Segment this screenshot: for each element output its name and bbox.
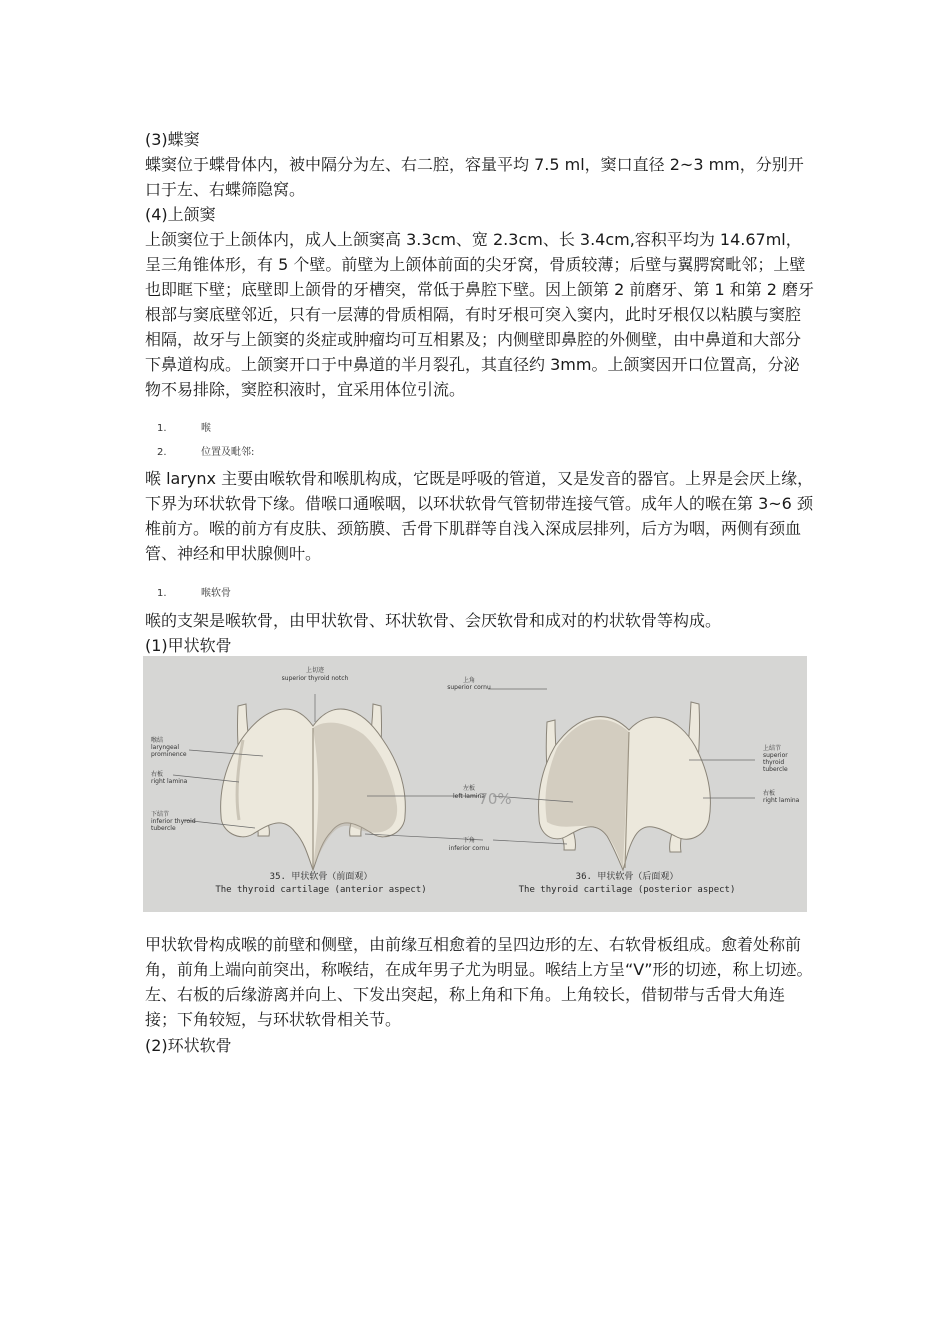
larynx-paragraph: 喉 larynx 主要由喉软骨和喉肌构成，它既是呼吸的管道，又是发音的器官。上界是会厌上缘，下界为环状软骨下缘。借喉口通喉咽，以环状软骨气管韧带连接气管。成年人的喉在第 3~6 颈椎前方。喉的前方有皮肤、颈筋膜、舌骨下肌群等自浅入深成层排列，后方为咽，两侧有颈血管、神经和甲状腺侧叶。 — [145, 469, 814, 563]
label-notch-cn: 上切迹 — [305, 667, 325, 674]
label-prominence-en2: prominence — [151, 751, 187, 758]
list-number: 1. — [157, 588, 167, 599]
maxillary-heading: (4)上颌窦 — [145, 205, 216, 224]
label-notch-en: superior thyroid notch — [281, 675, 349, 682]
label-inferior-tubercle-en1: inferior thyroid — [151, 818, 196, 825]
label-inferior-tubercle-en2: tubercle — [151, 825, 176, 832]
label-superior-cornu-cn: 上角 — [462, 677, 476, 684]
label-superior-tubercle-en2: thyroid — [763, 759, 785, 766]
label-superior-tubercle-cn: 上结节 — [763, 745, 782, 752]
label-right-lamina2-cn: 右板 — [763, 790, 776, 797]
label-superior-tubercle-en3: tubercle — [763, 766, 788, 773]
list-number: 1. — [157, 423, 167, 434]
watermark-text: 70% — [478, 790, 512, 808]
caption-posterior-cn: 36. 甲状软骨（后面观） — [575, 872, 679, 882]
caption-anterior-en: The thyroid cartilage (anterior aspect) — [215, 885, 427, 895]
caption-posterior-en: The thyroid cartilage (posterior aspect) — [518, 885, 736, 895]
label-superior-cornu-en: superior cornu — [447, 684, 491, 691]
label-right-lamina-cn: 右板 — [151, 771, 164, 778]
label-inferior-cornu-en: inferior cornu — [448, 845, 490, 852]
sphenoid-heading: (3)蝶窦 — [145, 130, 200, 149]
cricoid-heading: (2)环状软骨 — [145, 1036, 232, 1055]
list-item-larynx: 喉 — [201, 423, 211, 434]
label-right-lamina2-en: right lamina — [763, 797, 800, 804]
maxillary-paragraph: 上颌窦位于上颌体内，成人上颌窦高 3.3cm、宽 2.3cm、长 3.4cm,容积平均为 14.67ml，呈三角锥体形，有 5 个壁。前壁为上颌体前面的尖牙窝，骨质较薄；后壁与翼腭窝毗邻；上壁也即眶下壁；底壁即上颌骨的牙槽突，常低于鼻腔下壁。因上颌第 2 前磨牙、第 1 和第 2 磨牙根部与窦底壁邻近，只有一层薄的骨质相隔，有时牙根可突入窦内，此时牙根仅以粘膜与窦腔相隔，故牙与上颌窦的炎症或肿瘤均可互相累及；内侧壁即鼻腔的外侧壁，由中鼻道和大部分下鼻道构成。上颌窦开口于中鼻道的半月裂孔，其直径约 3mm。上颌窦因开口位置高，分泌物不易排除，窦腔积液时，宜采用体位引流。 — [145, 230, 815, 399]
thyroid-heading: (1)甲状软骨 — [145, 636, 232, 655]
list-item-cartilage: 喉软骨 — [201, 588, 231, 599]
thyroid-cartilage-figure — [143, 656, 807, 912]
label-left-lamina-en: left lamina — [453, 793, 485, 800]
label-superior-tubercle-en1: superior — [763, 752, 788, 759]
label-prominence-en1: laryngeal — [151, 744, 180, 751]
thyroid-paragraph: 甲状软骨构成喉的前壁和侧壁，由前缘互相愈着的呈四边形的左、右软骨板组成。愈着处称前角，前角上端向前突出，称喉结，在成年男子尤为明显。喉结上方呈“V”形的切迹，称上切迹。左、右板的后缘游离并向上、下发出突起，称上角和下角。上角较长，借韧带与舌骨大角连接；下角较短，与环状软骨相关节。 — [145, 935, 813, 1029]
label-prominence-cn: 喉结 — [151, 737, 164, 744]
list-item-position: 位置及毗邻: — [201, 447, 255, 458]
label-left-lamina-cn: 左板 — [462, 785, 476, 792]
label-inferior-tubercle-cn: 下结节 — [151, 811, 170, 818]
label-inferior-cornu-cn: 下角 — [462, 837, 476, 844]
caption-anterior-cn: 35. 甲状软骨（前面观） — [269, 872, 373, 882]
label-right-lamina-en: right lamina — [151, 778, 188, 785]
sphenoid-paragraph: 蝶窦位于蝶骨体内，被中隔分为左、右二腔，容量平均 7.5 ml，窦口直径 2~3 mm，分别开口于左、右蝶筛隐窝。 — [145, 155, 804, 199]
list-number: 2. — [157, 447, 167, 458]
cartilage-intro: 喉的支架是喉软骨，由甲状软骨、环状软骨、会厌软骨和成对的杓状软骨等构成。 — [145, 611, 722, 630]
